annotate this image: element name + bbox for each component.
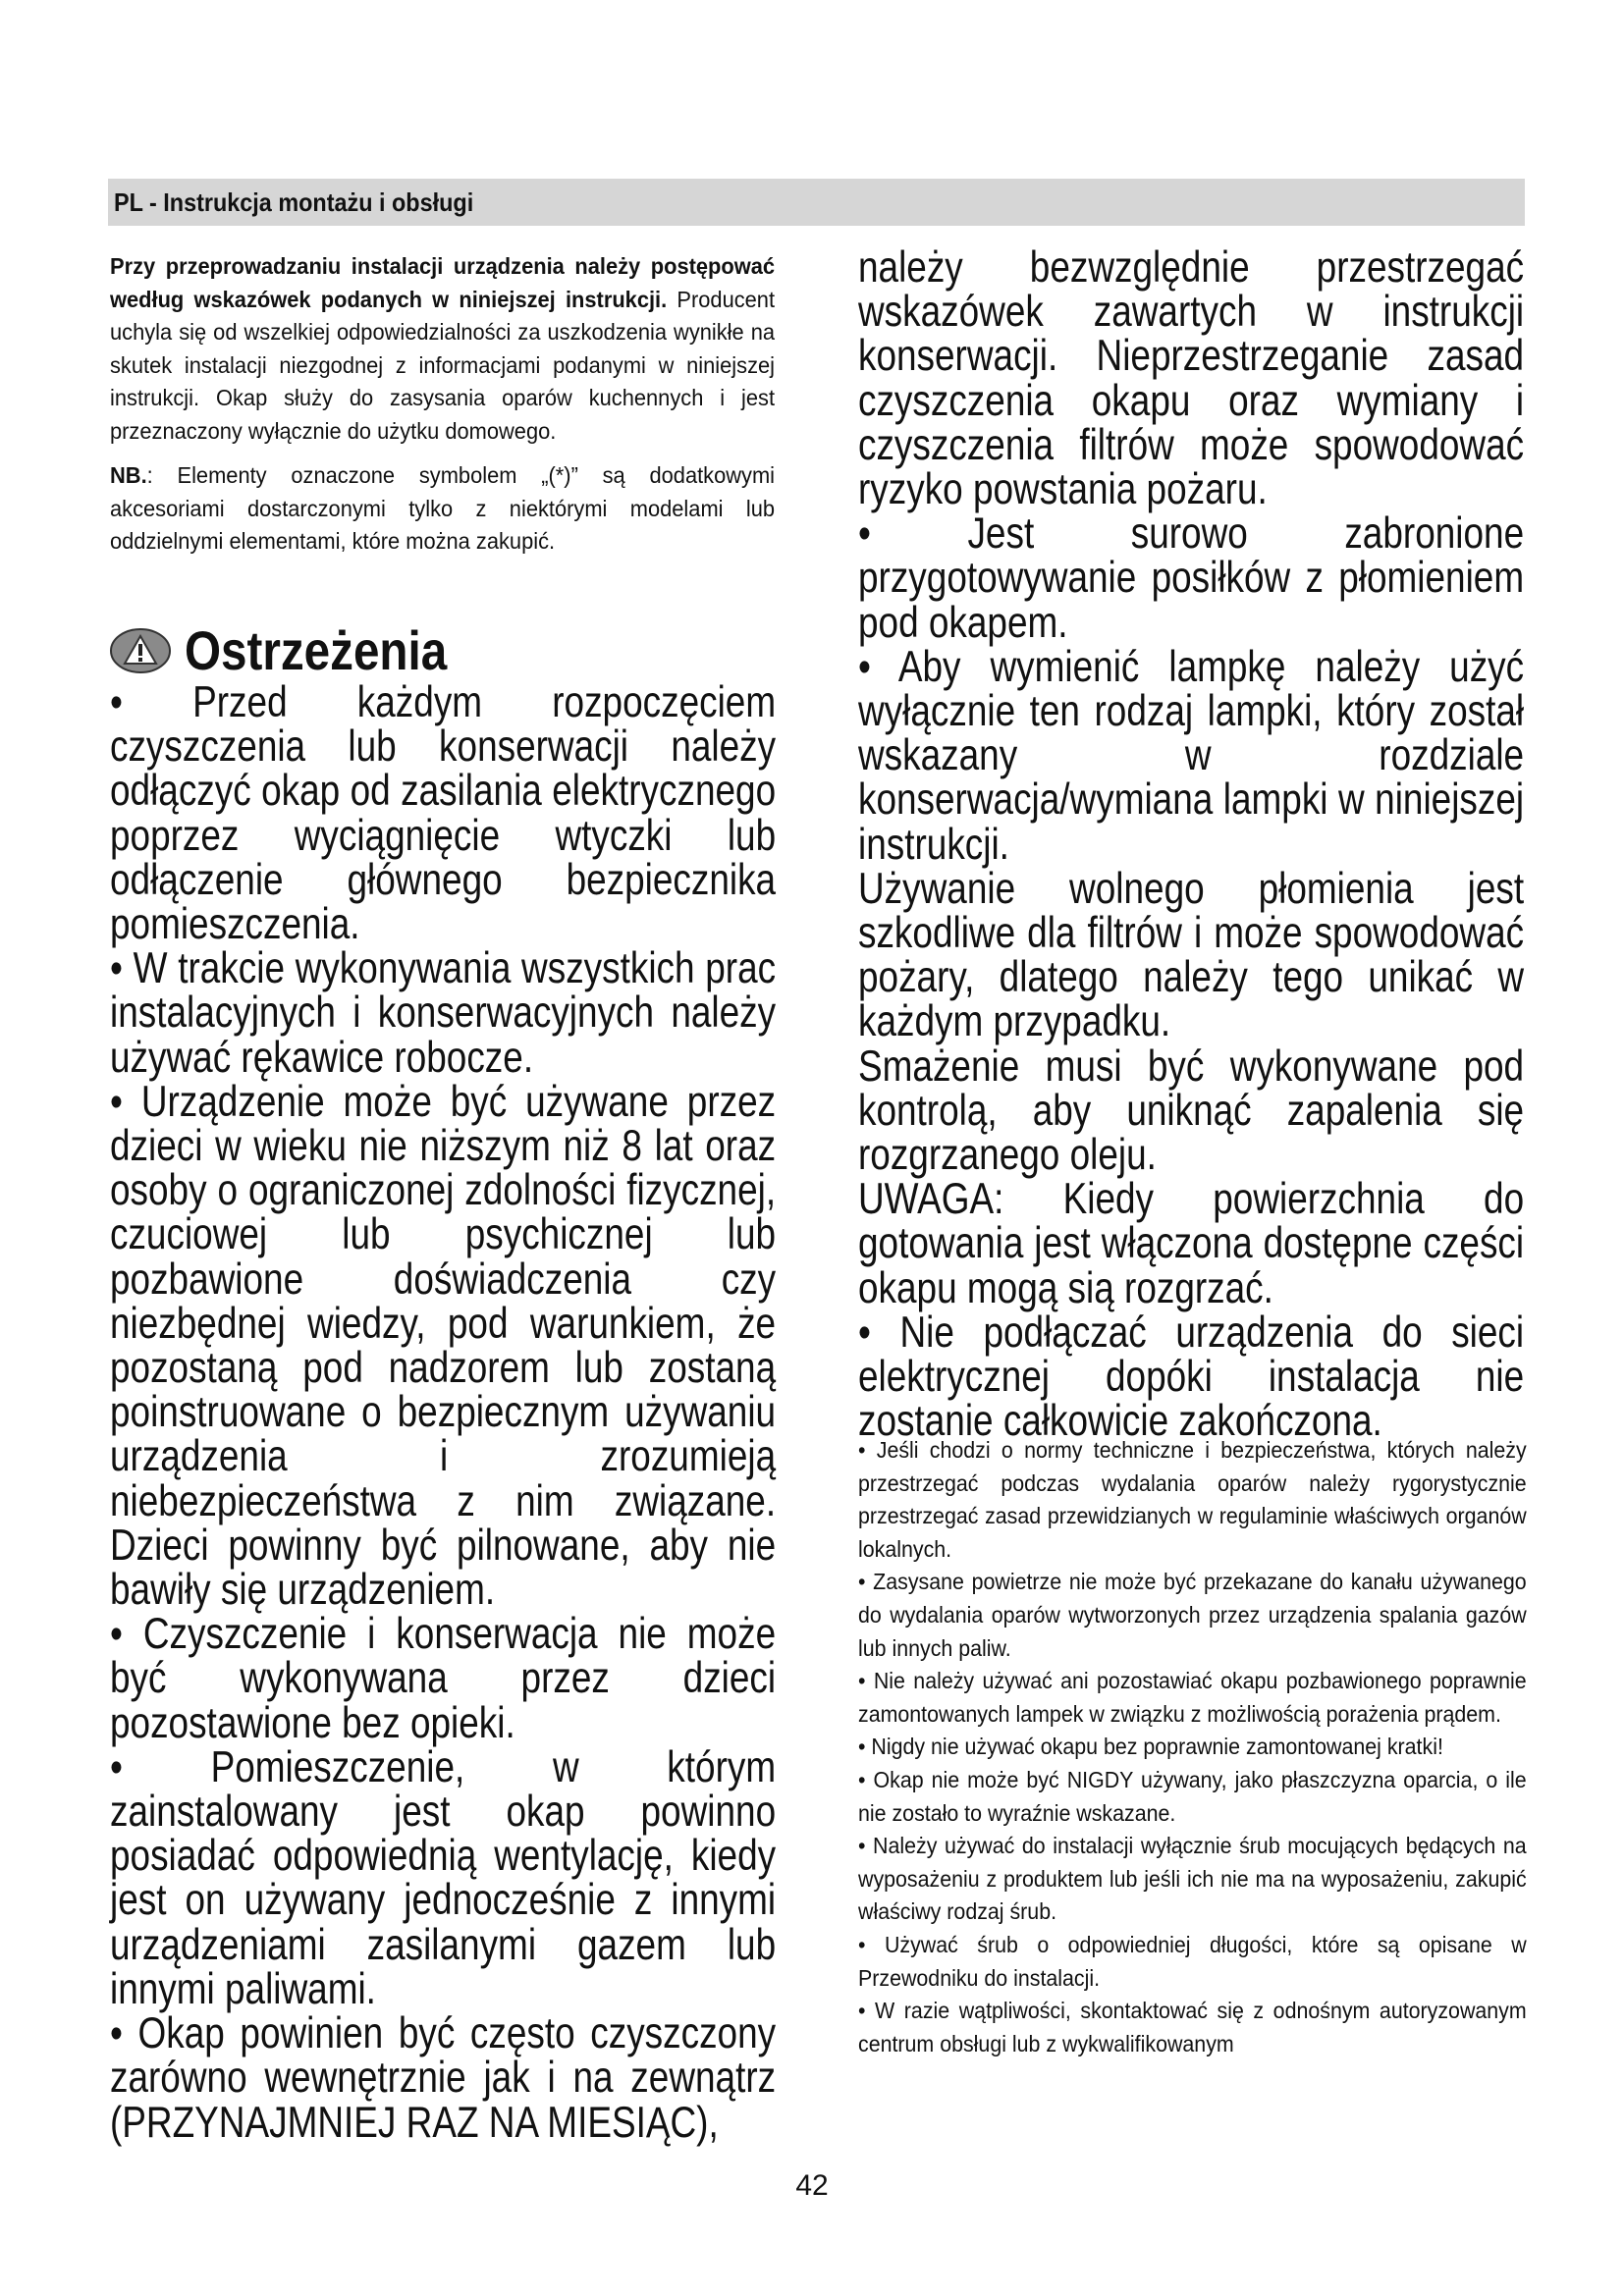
small-warning-paragraph: • Zasysane powietrze nie może być przekazane do kanału używanego do wydalania oparów wytworzonych przez urządzenia spalania gazów lub innych paliw.	[858, 1569, 1527, 1661]
warnings-heading	[110, 618, 493, 682]
warning-paragraph: • Nie podłączać urządzenia do sieci elektrycznej dopóki instalacja nie zostanie całkowicie zakończona.	[858, 1308, 1525, 1446]
intro-regular: Producent uchyla się od wszelkiej odpowiedzialności za uszkodzenia wynikłe na skutek instalacji niezgodnej z informacjami podanymi w niniejszej instrukcji. Okap służy do zasysania oparów kuchennych i jest przeznaczony wyłącznie do użytku domowego.	[110, 286, 776, 444]
right-small-text	[858, 1434, 1527, 2060]
small-warning-paragraph: • W razie wątpliwości, skontaktować się z odnośnym autoryzowanym centrum obsługi lub z wykwalifikowanym	[858, 1998, 1527, 2056]
warning-paragraph: • Pomieszczenie, w którym zainstalowany jest okap powinno posiadać odpowiednią wentylację, kiedy jest on używany jednocześnie z innymi urządzeniami zasilanymi gazem lub innymi paliwami.	[110, 1742, 777, 2013]
small-warning-paragraph: • Nigdy nie używać okapu bez poprawnie zamontowanej kratki!	[858, 1734, 1443, 1760]
small-warning-paragraph: • Jeśli chodzi o normy techniczne i bezpieczeństwa, których należy przestrzegać podczas wydalania oparów należy rygorystycznie przestrzegać zasad przewidzianych w regulaminie właściwych organów lokalnych.	[858, 1437, 1527, 1562]
warning-paragraph: • Aby wymienić lampkę należy użyć wyłącznie ten rodzaj lampki, który został wskazany w rozdziale konserwacja/wymiana lampki w niniejszej instrukcji.	[858, 642, 1525, 869]
warning-paragraph: • Czyszczenie i konserwacja nie może być wykonywana przez dzieci pozostawione bez opieki.	[110, 1610, 777, 1747]
warning-paragraph: UWAGA: Kiedy powierzchnia do gotowania jest włączona dostępne części okapu mogą sią rozgrzać.	[858, 1175, 1525, 1312]
intro-block	[110, 250, 775, 559]
warning-paragraph: • Okap powinien być często czyszczony zarówno wewnętrznie jak i na zewnątrz (PRZYNAJMNIEJ RAZ NA MIESIĄC),	[110, 2009, 777, 2147]
right-warnings-text	[858, 243, 1525, 1446]
section-header	[108, 179, 1525, 226]
warning-paragraph: • Przed każdym rozpoczęciem czyszczenia lub konserwacji należy odłączyć okap od zasilania elektrycznego poprzez wyciągnięcie wtyczki lub odłączenie głównego bezpiecznika pomieszczenia.	[110, 678, 777, 949]
warning-paragraph: Używanie wolnego płomienia jest szkodliwe dla filtrów i może spowodować pożary, dlatego należy tego unikać w każdym przypadku.	[858, 864, 1525, 1046]
left-column	[110, 250, 776, 570]
warning-paragraph: należy bezwzględnie przestrzegać wskazówek zawartych w instrukcji konserwacji. Nieprzestrzeganie zasad czyszczenia okapu oraz wymiany i czyszczenia filtrów może spowodować ryzyko powstania pożaru.	[858, 243, 1525, 514]
right-small-column	[858, 1434, 1526, 2060]
small-warning-paragraph: • Należy używać do instalacji wyłącznie śrub mocujących będących na wyposażeniu z produktem lub jeśli ich nie ma na wyposażeniu, zakupić właściwy rodzaj śrub.	[858, 1833, 1527, 1925]
warnings-title: Ostrzeżenia	[185, 619, 448, 681]
warning-paragraph: • Urządzenie może być używane przez dzieci w wieku nie niższym niż 8 lat oraz osoby o ograniczonej zdolności fizycznej, czuciowej lub psychicznej lub pozbawione doświadczenia czy niezbędnej wiedzy, pod warunkiem, że pozostaną pod nadzorem lub zostaną poinstruowane o bezpiecznym używaniu urządzenia i zrozumieją niebezpieczeństwa z nim związane. Dzieci powinny być pilnowane, aby nie bawiły się urządzeniem.	[110, 1077, 777, 1615]
nb-label: NB.	[110, 462, 147, 488]
page-number: 42	[795, 2169, 829, 2202]
warning-paragraph: • W trakcie wykonywania wszystkich prac instalacyjnych i konserwacyjnych należy używać rękawice robocze.	[110, 944, 777, 1082]
warning-icon	[110, 628, 171, 673]
left-warnings-text	[110, 680, 776, 2145]
section-title: PL - Instrukcja montażu i obsługi	[114, 187, 474, 217]
intro-paragraph	[110, 250, 775, 448]
warning-paragraph: Smażenie musi być wykonywane pod kontrolą, aby uniknąć zapalenia się rozgrzanego oleju.	[858, 1041, 1525, 1180]
nb-text: : Elementy oznaczone symbolem „(*)” są dodatkowymi akcesoriami dostarczonymi tylko z niektórymi modelami lub oddzielnymi elementami, które można zakupić.	[110, 462, 776, 554]
small-warning-paragraph: • Nie należy używać ani pozostawiać okapu pozbawionego poprawnie zamontowanych lampek w związku z możliwością porażenia prądem.	[858, 1668, 1527, 1727]
left-warnings-column	[110, 680, 776, 2145]
intro-bold: Przy przeprowadzaniu instalacji urządzenia należy postępować według wskazówek podanych w niniejszej instrukcji.	[110, 253, 776, 312]
warning-paragraph: • Jest surowo zabronione przygotowywanie posiłków z płomieniem pod okapem.	[858, 509, 1525, 647]
small-warning-paragraph: • Okap nie może być NIGDY używany, jako płaszczyzna oparcia, o ile nie zostało to wyraźnie wskazane.	[858, 1766, 1527, 1826]
nb-paragraph	[110, 459, 775, 559]
right-column	[858, 243, 1526, 1446]
small-warning-paragraph: • Używać śrub o odpowiedniej długości, które są opisane w Przewodniku do instalacji.	[858, 1931, 1527, 1991]
